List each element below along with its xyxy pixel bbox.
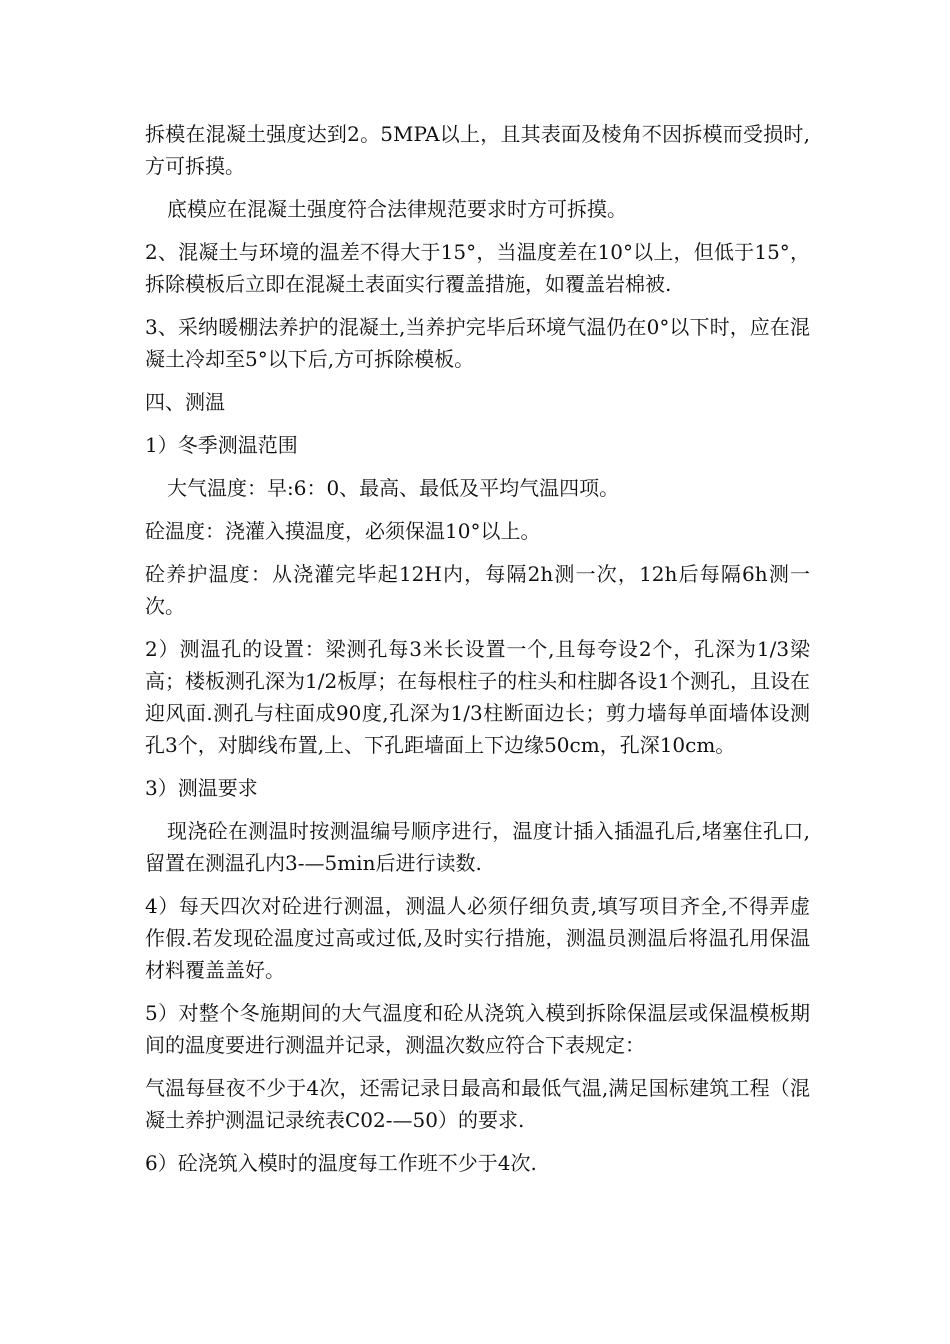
paragraph: 砼温度：浇灌入摸温度，必须保温10°以上。 <box>145 519 541 543</box>
paragraph: 底模应在混凝土强度符合法律规范要求时方可拆摸。 <box>167 197 627 221</box>
paragraph: 2）测温孔的设置：梁测孔每3米长设置一个,且每夸设2个，孔深为1/3梁高；楼板测孔深为1/2板厚；在每根柱子的柱头和柱脚各设1个测孔，且设在迎风面.测孔与柱面成90度,孔深为1/3柱断面边长；剪力墙每单面墙体设测孔3个，对脚线布置,上、下孔距墙面上下边缘50cm，孔深10cm。 <box>145 637 810 757</box>
section-heading: 四、测温 <box>145 390 225 414</box>
paragraph: 砼养护温度：从浇灌完毕起12H内，每隔2h测一次，12h后每隔6h测一次。 <box>145 562 810 618</box>
paragraph: 气温每昼夜不少于4次，还需记录日最高和最低气温,满足国标建筑工程（混凝土养护测温记录统表C02-—50）的要求. <box>145 1076 810 1132</box>
paragraph: 3、采纳暖棚法养护的混凝土,当养护完毕后环境气温仍在0°以下时，应在混凝土冷却至5°以下后,方可拆除模板。 <box>145 315 810 371</box>
subsection-heading: 3）测温要求 <box>145 776 258 800</box>
paragraph: 大气温度：早:6：0、最高、最低及平均气温四项。 <box>167 476 620 500</box>
subsection-heading: 1）冬季测温范围 <box>145 433 298 457</box>
document-body <box>145 118 810 1190</box>
paragraph: 2、混凝土与环境的温差不得大于15°，当温度差在10°以上，但低于15°，拆除模板后立即在混凝土表面实行覆盖措施，如覆盖岩棉被. <box>145 240 810 296</box>
paragraph: 4）每天四次对砼进行测温，测温人必须仔细负责,填写项目齐全,不得弄虚作假.若发现砼温度过高或过低,及时实行措施，测温员测温后将温孔用保温材料覆盖盖好。 <box>145 894 810 982</box>
paragraph: 现浇砼在测温时按测温编号顺序进行，温度计插入插温孔后,堵塞住孔口,留置在测温孔内3-—5min后进行读数. <box>145 819 810 875</box>
paragraph: 5）对整个冬施期间的大气温度和砼从浇筑入模到拆除保温层或保温模板期间的温度要进行测温并记录，测温次数应符合下表规定： <box>145 1001 810 1057</box>
paragraph: 6）砼浇筑入模时的温度每工作班不少于4次. <box>145 1151 537 1175</box>
paragraph: 拆模在混凝土强度达到2。5MPA以上，且其表面及棱角不因拆模而受损时,方可拆摸。 <box>145 122 810 178</box>
